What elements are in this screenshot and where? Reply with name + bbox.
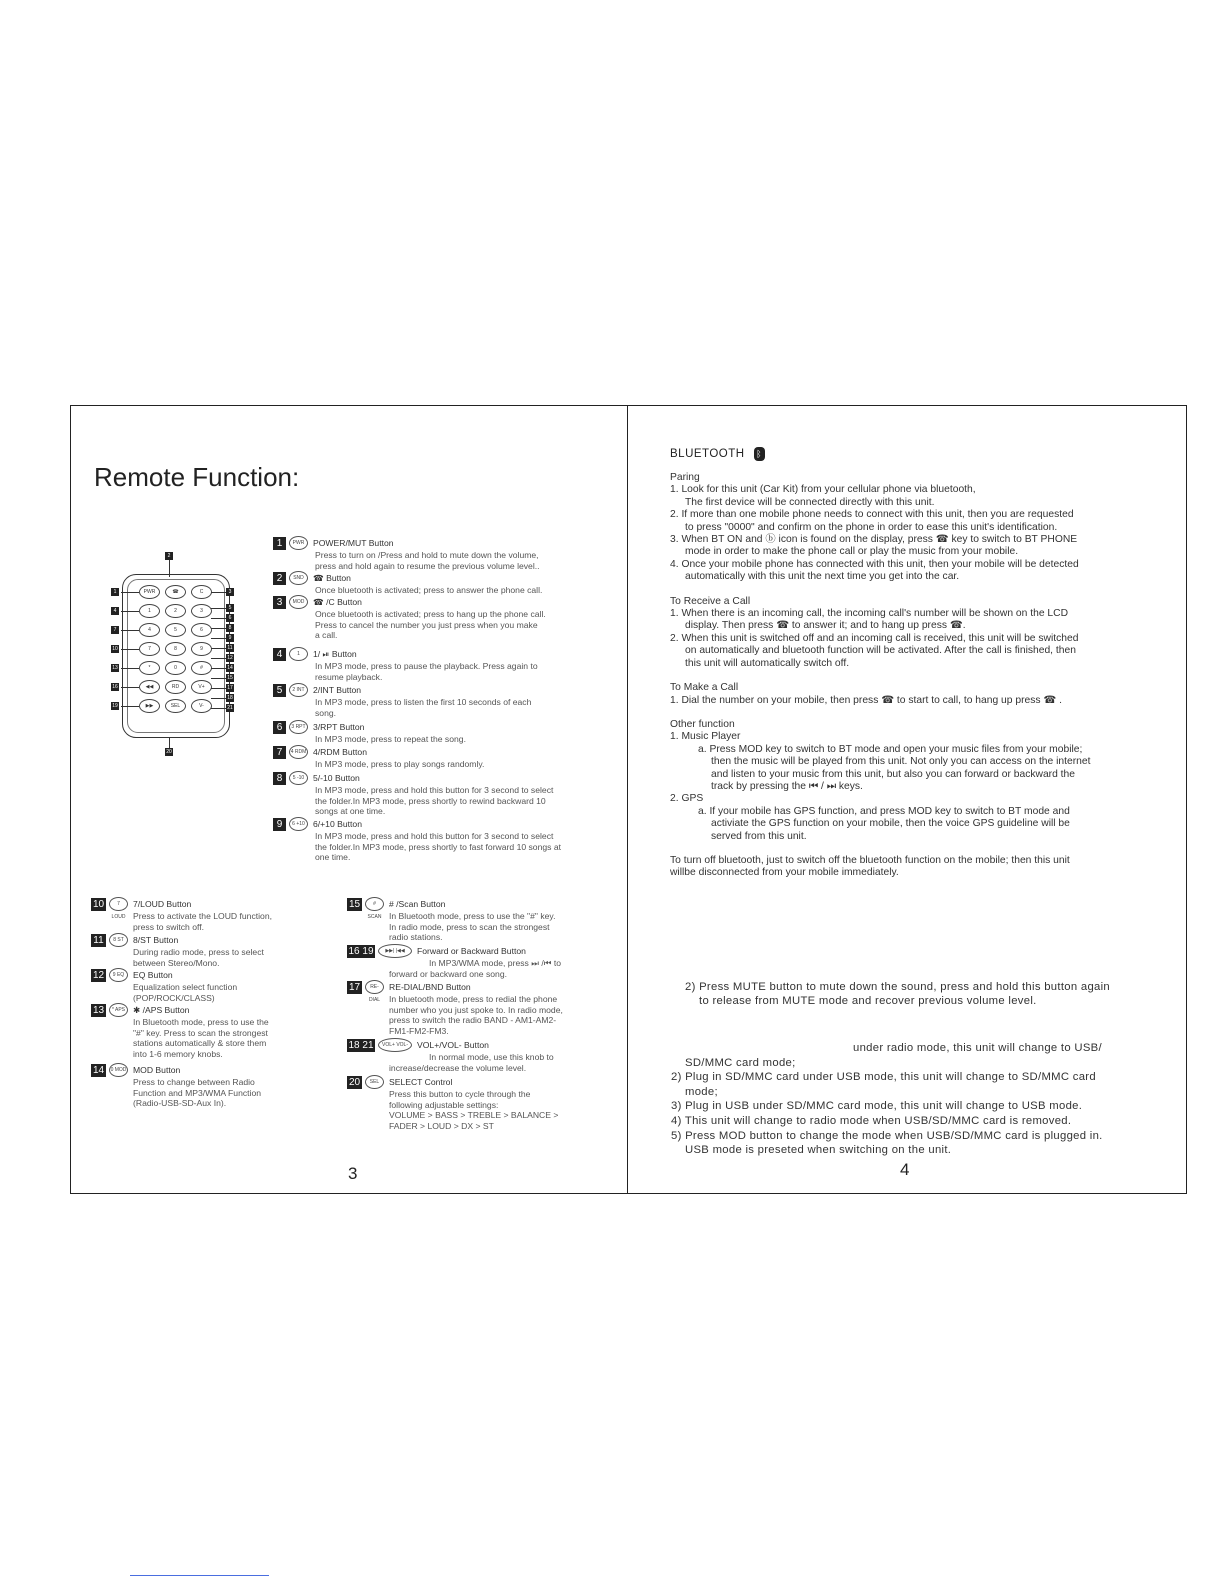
remote-item-5 (273, 683, 613, 718)
callout-line (121, 706, 139, 707)
callout-line (211, 592, 226, 593)
paring-line: to press "0000" and confirm on the phone in order to ease this unit's identification. (685, 521, 1058, 533)
section-title: To Receive a Call (670, 595, 751, 607)
item-desc: Equalization select function (133, 982, 238, 992)
other-line: and listen to your music from this unit, but also you can forward or backward the (711, 768, 1075, 780)
item-desc: press to switch off. (133, 921, 205, 932)
callout-label-20: 20 (166, 749, 172, 755)
remote-key-redial: RD (165, 680, 186, 694)
item-number: 6 (273, 721, 286, 734)
remote-key-2: 2 (165, 604, 186, 618)
item-desc: press and hold again to resume the previous volume level.. (315, 560, 540, 571)
item-desc: radio stations. (389, 932, 443, 943)
callout-line (121, 687, 139, 688)
make-line: 1. Dial the number on your mobile, then press ☎ to start to call, to hang up press ☎ . (670, 694, 1062, 706)
callout-label-15: 15 (227, 675, 233, 681)
item-title: 6/+10 Button (313, 818, 362, 829)
item-desc: Press to turn on /Press and hold to mute down the volume, (315, 550, 539, 560)
item-title: 2/INT Button (313, 684, 362, 695)
item-title: 1/ ⏯ Button (313, 648, 357, 659)
item-desc: In Bluetooth mode, press to use the (133, 1017, 269, 1027)
power-key-icon: PWR (289, 536, 308, 550)
item-desc: (Radio-USB-SD-Aux In). (133, 1098, 227, 1109)
item-number: 4 (273, 648, 286, 661)
remote-key-6: 6 (191, 623, 212, 637)
redial-key-icon: RE-DIAL (365, 980, 384, 994)
item-desc: Function and MP3/WMA Function (133, 1087, 262, 1098)
remote-item-18-21 (347, 1038, 617, 1073)
callout-line (121, 630, 139, 631)
callout-line (169, 560, 170, 577)
scan-key-icon: # SCAN (365, 897, 384, 911)
select-key-icon: SEL (365, 1075, 384, 1089)
remote-key-next: ▶▶ (139, 699, 160, 713)
remote-key-prev: ◀◀ (139, 680, 160, 694)
remote-key-4: 4 (139, 623, 160, 637)
remote-item-20 (347, 1075, 617, 1131)
item-desc: number who you just spoke to. In radio mode, (389, 1004, 563, 1015)
remote-key-8: 8 (165, 642, 186, 656)
skip-key-icon: ▶▶| |◀◀ (378, 944, 412, 958)
remote-key-7: 7 (139, 642, 160, 656)
page-title: Remote Function: (94, 462, 300, 492)
item-desc: into 1-6 memory knobs. (133, 1048, 223, 1059)
usb-line: mode; (685, 1085, 718, 1098)
footer-link-underline (130, 1575, 269, 1576)
item-desc: In MP3 mode, press to play songs randomly. (315, 759, 485, 769)
item-number: 13 (92, 1004, 105, 1016)
callout-line (211, 628, 226, 629)
item-number: 16 19 (348, 945, 374, 957)
other-line: a. Press MOD key to switch to BT mode and open your music files from your mobile; (698, 743, 1083, 755)
item-number: 10 (92, 898, 105, 910)
item-number: 18 21 (348, 1039, 374, 1051)
usb-section (671, 1041, 1165, 1158)
paring-line: 1. Look for this unit (Car Kit) from your cellular phone via bluetooth, (670, 484, 976, 496)
remote-key-star: * (139, 661, 160, 675)
callout-line (211, 618, 226, 619)
callout-label-2: 2 (165, 552, 173, 560)
callout-line (211, 678, 226, 679)
remote-key-0: 0 (165, 661, 186, 675)
remote-item-16-19 (347, 944, 617, 979)
item-desc: In normal mode, use this knob to (429, 1052, 554, 1062)
item-title: ✱ /APS Button (133, 1004, 190, 1015)
loud-key-icon: 7 LOUD (109, 897, 128, 911)
remote-key-9: 9 (191, 642, 212, 656)
remote-item-6 (273, 720, 613, 745)
mute-line: to release from MUTE mode and recover previous volume level. (699, 995, 1037, 1007)
other-line: a. If your mobile has GPS function, and press MOD key to switch to BT mode and (698, 805, 1070, 817)
paring-section (670, 472, 1175, 880)
callout-label-9: 9 (226, 634, 234, 642)
random-key-icon: 4 RDM (289, 745, 308, 759)
item-title: ☎ /C Button (313, 596, 362, 607)
callout-line (211, 608, 226, 609)
usb-line: USB mode is preseted when switching on the unit. (685, 1144, 952, 1157)
callout-line (211, 658, 226, 659)
paring-line: 4. Once your mobile phone has connected with this unit, then your mobile will be detected (670, 558, 1079, 570)
callout-line (211, 668, 226, 669)
item-desc: Once bluetooth is activated; press to hang up the phone call. (315, 609, 546, 619)
callout-line (121, 649, 139, 650)
item-title: RE-DIAL/BND Button (389, 981, 471, 992)
usb-line: under radio mode, this unit will change to USB/ (853, 1042, 1102, 1054)
item-desc: stations automatically & store them (133, 1038, 267, 1049)
item-desc: During radio mode, press to select (133, 947, 264, 957)
item-title: SELECT Control (389, 1076, 453, 1087)
item-desc: In MP3 mode, press to listen the first 10 seconds of each (315, 697, 532, 707)
paring-line: 3. When BT ON and ⓑ icon is found on the display, press ☎ key to switch to BT PHONE (670, 534, 1078, 546)
callout-label-8: 8 (226, 624, 234, 632)
remote-item-12 (91, 968, 331, 1003)
item-title: POWER/MUT Button (313, 537, 394, 548)
item-title: MOD Button (133, 1064, 181, 1075)
remote-item-3 (273, 595, 613, 641)
remote-item-7 (273, 745, 613, 770)
remote-item-10 (91, 897, 331, 932)
remote-item-4 (273, 647, 613, 682)
turnoff-line: willbe disconnected from your mobile immediately. (670, 867, 899, 879)
item-desc: following adjustable settings: (389, 1099, 499, 1110)
usb-line: 3) Plug in USB under SD/MMC card mode, this unit will change to USB mode. (671, 1100, 1083, 1113)
item-desc: resume playback. (315, 671, 383, 682)
item-title: 5/-10 Button (313, 772, 360, 783)
usb-line: SD/MMC card mode; (685, 1056, 796, 1069)
receive-line: on automatically and bluetooth function will be activated. After the call is finished, then (685, 645, 1076, 657)
remote-item-15 (347, 897, 617, 943)
callout-line (121, 592, 139, 593)
callout-line (211, 698, 226, 699)
item-number: 15 (348, 898, 361, 910)
remote-illustration (122, 574, 230, 738)
item-desc: press to switch the radio BAND - AM1-AM2- (389, 1015, 557, 1026)
callout-label-19: 19 (112, 703, 118, 709)
callout-line (121, 668, 139, 669)
usb-line: 4) This unit will change to radio mode when USB/SD/MMC card is removed. (671, 1114, 1072, 1127)
other-line: served from this unit. (711, 830, 807, 842)
item-title: VOL+/VOL- Button (417, 1039, 489, 1050)
receive-line: 1. When there is an incoming call, the incoming call's number will be shown on the LCD (670, 608, 1069, 620)
item-desc: one time. (315, 852, 351, 863)
remote-item-13 (91, 1003, 331, 1059)
item-number: 7 (273, 746, 286, 759)
usb-line: 2) Plug in SD/MMC card under USB mode, this unit will change to SD/MMC card (671, 1071, 1096, 1084)
item-desc: (POP/ROCK/CLASS) (133, 992, 215, 1003)
repeat-key-icon: 3 RPT (289, 720, 308, 734)
remote-item-14 (91, 1063, 331, 1109)
remote-key-5: 5 (165, 623, 186, 637)
section-title: Paring (670, 472, 700, 483)
callout-label-21: 21 (227, 705, 233, 711)
callout-label-17: 17 (227, 685, 233, 691)
receive-line: 2. When this unit is switched off and an incoming call is received, this unit will be switched (670, 632, 1079, 644)
remote-key-1: 1 (139, 604, 160, 618)
item-number: 14 (92, 1064, 105, 1076)
item-title: 4/RDM Button (313, 746, 367, 757)
section-title: To Make a Call (670, 682, 739, 694)
item-desc: Press to change between Radio (133, 1077, 255, 1087)
item-desc: "#" key. Press to scan the strongest (133, 1027, 268, 1038)
item-title: EQ Button (133, 969, 173, 980)
item-number: 11 (91, 934, 106, 947)
remote-item-8 (273, 771, 613, 817)
item-desc: increase/decrease the volume level. (389, 1062, 527, 1073)
aps-key-icon: * APS (109, 1003, 128, 1017)
remote-power-key: PWR (139, 585, 160, 599)
item-number: 8 (273, 772, 286, 785)
callout-line (211, 638, 226, 639)
remote-key-hash: # (191, 661, 212, 675)
callout-label-5: 5 (226, 604, 234, 612)
turnoff-line: To turn off bluetooth, just to switch off the bluetooth function on the mobile; then this unit (670, 854, 1070, 866)
section-title: Other function (670, 718, 735, 730)
mute-line: 2) Press MUTE button to mute down the sound, press and hold this button again (685, 981, 1110, 993)
remote-key-volup: V+ (191, 680, 212, 694)
callout-line (121, 611, 139, 612)
item-desc: In radio mode, press to scan the strongest (389, 921, 550, 932)
item-number: 12 (92, 969, 105, 981)
item-desc: Press this button to cycle through the (389, 1089, 531, 1099)
callout-label-18: 18 (227, 695, 233, 701)
callout-line (211, 708, 226, 709)
item-number: 20 (348, 1076, 361, 1088)
callout-label-3: 3 (226, 588, 234, 596)
remote-item-11 (91, 933, 331, 968)
phone-answer-icon: SND (289, 571, 308, 585)
receive-line: this unit will automatically switch off. (685, 657, 850, 669)
callout-label-16: 16 (112, 684, 118, 690)
item-desc: the folder.In MP3 mode, press shortly to rewind backward 10 (315, 795, 546, 806)
remote-item-1 (273, 536, 613, 571)
callout-label-13: 13 (112, 665, 118, 671)
callout-line (211, 648, 226, 649)
item-desc: In MP3 mode, press to pause the playback. Press again to (315, 661, 538, 671)
callout-label-10: 10 (112, 646, 118, 652)
item-title: 7/LOUD Button (133, 898, 192, 909)
receive-line: display. Then press ☎ to answer it; and to hang up press ☎. (685, 620, 966, 632)
item-desc: In Bluetooth mode, press to use the "#" key. (389, 911, 556, 921)
remote-send-key: ☎ (165, 585, 186, 599)
callout-label-4: 4 (111, 607, 119, 615)
usb-line: 5) Press MOD button to change the mode when USB/SD/MMC card is plugged in. (671, 1129, 1103, 1142)
item-title: # /Scan Button (389, 898, 446, 909)
item-number: 2 (273, 572, 286, 585)
intro-key-icon: 2 INT (289, 683, 308, 697)
paring-line: automatically with this unit the next time you get into the car. (685, 571, 960, 583)
eq-key-icon: 9 EQ (109, 968, 128, 982)
remote-key-voldown: V- (191, 699, 212, 713)
callout-line (211, 688, 226, 689)
item-desc: Once bluetooth is activated; press to answer the phone call. (315, 585, 543, 595)
other-line: 2. GPS (670, 793, 704, 805)
page-number-right: 4 (900, 1160, 910, 1179)
other-line: then the music will be played from this unit. Not only you can access on the internet (711, 756, 1091, 768)
item-desc: In bluetooth mode, press to redial the phone (389, 994, 558, 1004)
item-desc: forward or backward one song. (389, 968, 507, 979)
mute-section (685, 980, 1110, 1008)
item-number: 9 (273, 818, 286, 831)
callout-label-6: 6 (226, 614, 234, 622)
remote-item-9 (273, 817, 613, 863)
item-desc: FADER > LOUD > DX > ST (389, 1120, 494, 1131)
other-line: track by pressing the ⏮ / ⏭ keys. (711, 780, 863, 792)
page-divider (627, 405, 628, 1194)
item-title: 3/RPT Button (313, 721, 365, 732)
phone-hangup-icon: MOD (289, 595, 308, 609)
bluetooth-title: BLUETOOTH (670, 448, 745, 460)
remote-mod-key: C (191, 585, 212, 599)
bluetooth-icon: ᛒ (754, 447, 765, 461)
play-pause-icon: 1 (289, 647, 308, 661)
item-desc: song. (315, 707, 337, 718)
remote-key-select: SEL (165, 699, 186, 713)
other-line: activiate the GPS function on your mobile, then the voice GPS guideline will be (711, 818, 1070, 830)
bluetooth-heading (670, 447, 765, 461)
item-desc: Press to cancel the number you just press when you make (315, 619, 538, 630)
item-number: 17 (348, 981, 361, 993)
page-number-left: 3 (348, 1164, 358, 1183)
paring-line: mode in order to make the phone call or play the music from your mobile. (685, 546, 1019, 558)
item-desc: In MP3/WMA mode, press ⏭ /⏮ to (429, 958, 562, 968)
item-number: 3 (273, 596, 286, 609)
volume-key-icon: VOL+ VOL- (378, 1038, 412, 1052)
item-desc: Press to activate the LOUD function, (133, 911, 272, 921)
remote-item-17 (347, 980, 617, 1036)
item-desc: In MP3 mode, press and hold this button for 3 second to select (315, 831, 554, 841)
other-line: 1. Music Player (670, 731, 741, 743)
item-title: Forward or Backward Button (417, 945, 526, 956)
item-desc: In MP3 mode, press to repeat the song. (315, 734, 466, 744)
callout-label-11: 11 (227, 645, 233, 651)
item-title: ☎ Button (313, 572, 351, 583)
item-number: 1 (273, 537, 286, 550)
item-desc: VOLUME > BASS > TREBLE > BALANCE > (389, 1110, 559, 1121)
item-desc: between Stereo/Mono. (133, 957, 220, 968)
item-title: 8/ST Button (133, 934, 179, 945)
mod-key-icon: 0 MOD (109, 1063, 128, 1077)
item-desc: FM1-FM2-FM3. (389, 1025, 449, 1036)
callout-label-14: 14 (227, 665, 233, 671)
remote-key-3: 3 (191, 604, 212, 618)
stereo-key-icon: 8 ST (109, 933, 128, 947)
plus-ten-key-icon: 6 +10 (289, 817, 308, 831)
item-desc: In MP3 mode, press and hold this button for 3 second to select (315, 785, 554, 795)
item-desc: a call. (315, 630, 338, 641)
paring-line: The first device will be connected directly with this unit. (685, 496, 935, 508)
minus-ten-key-icon: 5 -10 (289, 771, 308, 785)
item-desc: songs at one time. (315, 806, 386, 817)
callout-label-7: 7 (111, 626, 119, 634)
callout-label-12: 12 (227, 655, 233, 661)
remote-item-2 (273, 571, 613, 596)
paring-line: 2. If more than one mobile phone needs to connect with this unit, then you are requested (670, 509, 1074, 521)
callout-label-1: 1 (111, 588, 119, 596)
item-desc: the folder.In MP3 mode, press shortly to fast forward 10 songs at (315, 841, 561, 852)
item-number: 5 (273, 684, 286, 697)
